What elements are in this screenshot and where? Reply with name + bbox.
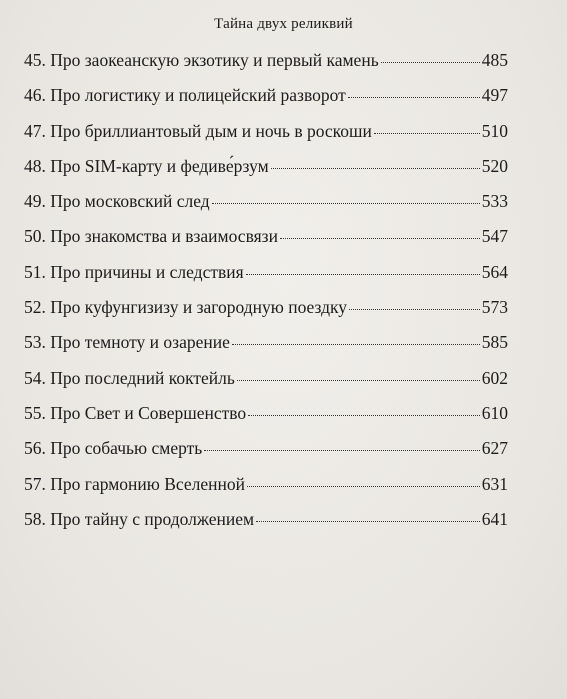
toc-entry-title: 56. Про собачью смерть <box>24 438 203 459</box>
toc-entry-page: 610 <box>481 402 508 423</box>
dot-leader <box>247 486 480 487</box>
toc-entry-page: 510 <box>481 120 508 141</box>
toc-entry <box>24 262 508 297</box>
toc-entry <box>24 85 508 120</box>
toc-entry-title: 55. Про Свет и Совершенство <box>24 402 247 423</box>
toc-entry <box>24 191 508 226</box>
toc-entry-page: 627 <box>481 438 508 459</box>
table-of-contents <box>24 50 508 544</box>
toc-entry <box>24 509 508 544</box>
toc-entry-page: 485 <box>481 50 508 70</box>
toc-entry <box>24 156 508 191</box>
toc-entry-title: 52. Про куфунгизизу и загородную поездку <box>24 297 348 318</box>
toc-entry-title: 51. Про причины и следствия <box>24 261 244 282</box>
toc-entry-page: 641 <box>481 508 508 529</box>
toc-entry-title: 54. Про последний коктейль <box>24 367 235 388</box>
toc-entry-page: 533 <box>481 191 508 212</box>
toc-entry-title: 47. Про бриллиантовый дым и ночь в роскоши <box>24 120 372 141</box>
toc-entry-page: 497 <box>481 85 508 106</box>
toc-entry <box>24 474 508 509</box>
toc-entry <box>24 50 508 85</box>
toc-entry-title: 48. Про SIM-карту и федиве́рзум <box>24 155 269 176</box>
dot-leader <box>204 450 480 451</box>
running-header: Тайна двух реликвий <box>214 16 353 32</box>
toc-entry-title: 53. Про темноту и озарение <box>24 332 230 353</box>
dot-leader <box>232 344 480 345</box>
toc-entry <box>24 403 508 438</box>
toc-entry-title: 46. Про логистику и полицейский разворот <box>24 85 346 106</box>
dot-leader <box>246 274 480 275</box>
toc-entry-page: 631 <box>481 473 508 494</box>
dot-leader <box>348 97 480 98</box>
dot-leader <box>256 521 480 522</box>
dot-leader <box>237 380 480 381</box>
toc-entry-page: 585 <box>481 332 508 353</box>
toc-entry <box>24 121 508 156</box>
toc-entry <box>24 226 508 261</box>
dot-leader <box>381 62 480 63</box>
toc-entry-page: 564 <box>481 261 508 282</box>
dot-leader <box>271 168 480 169</box>
toc-entry <box>24 368 508 403</box>
toc-entry-title: 50. Про знакомства и взаимосвязи <box>24 226 278 247</box>
toc-entry-page: 602 <box>481 367 508 388</box>
toc-entry-title: 49. Про московский след <box>24 191 210 212</box>
toc-entry <box>24 438 508 473</box>
dot-leader <box>212 203 480 204</box>
toc-entry-title: 57. Про гармонию Вселенной <box>24 473 245 494</box>
toc-entry <box>24 332 508 367</box>
toc-entry-page: 573 <box>481 297 508 318</box>
toc-entry-title: 45. Про заокеанскую экзотику и первый камень <box>24 50 379 70</box>
toc-entry-page: 520 <box>481 155 508 176</box>
dot-leader <box>349 309 480 310</box>
dot-leader <box>248 415 480 416</box>
dot-leader <box>374 133 480 134</box>
toc-entry-title: 58. Про тайну с продолжением <box>24 508 255 529</box>
toc-entry-page: 547 <box>481 226 508 247</box>
dot-leader <box>280 238 480 239</box>
toc-entry <box>24 297 508 332</box>
